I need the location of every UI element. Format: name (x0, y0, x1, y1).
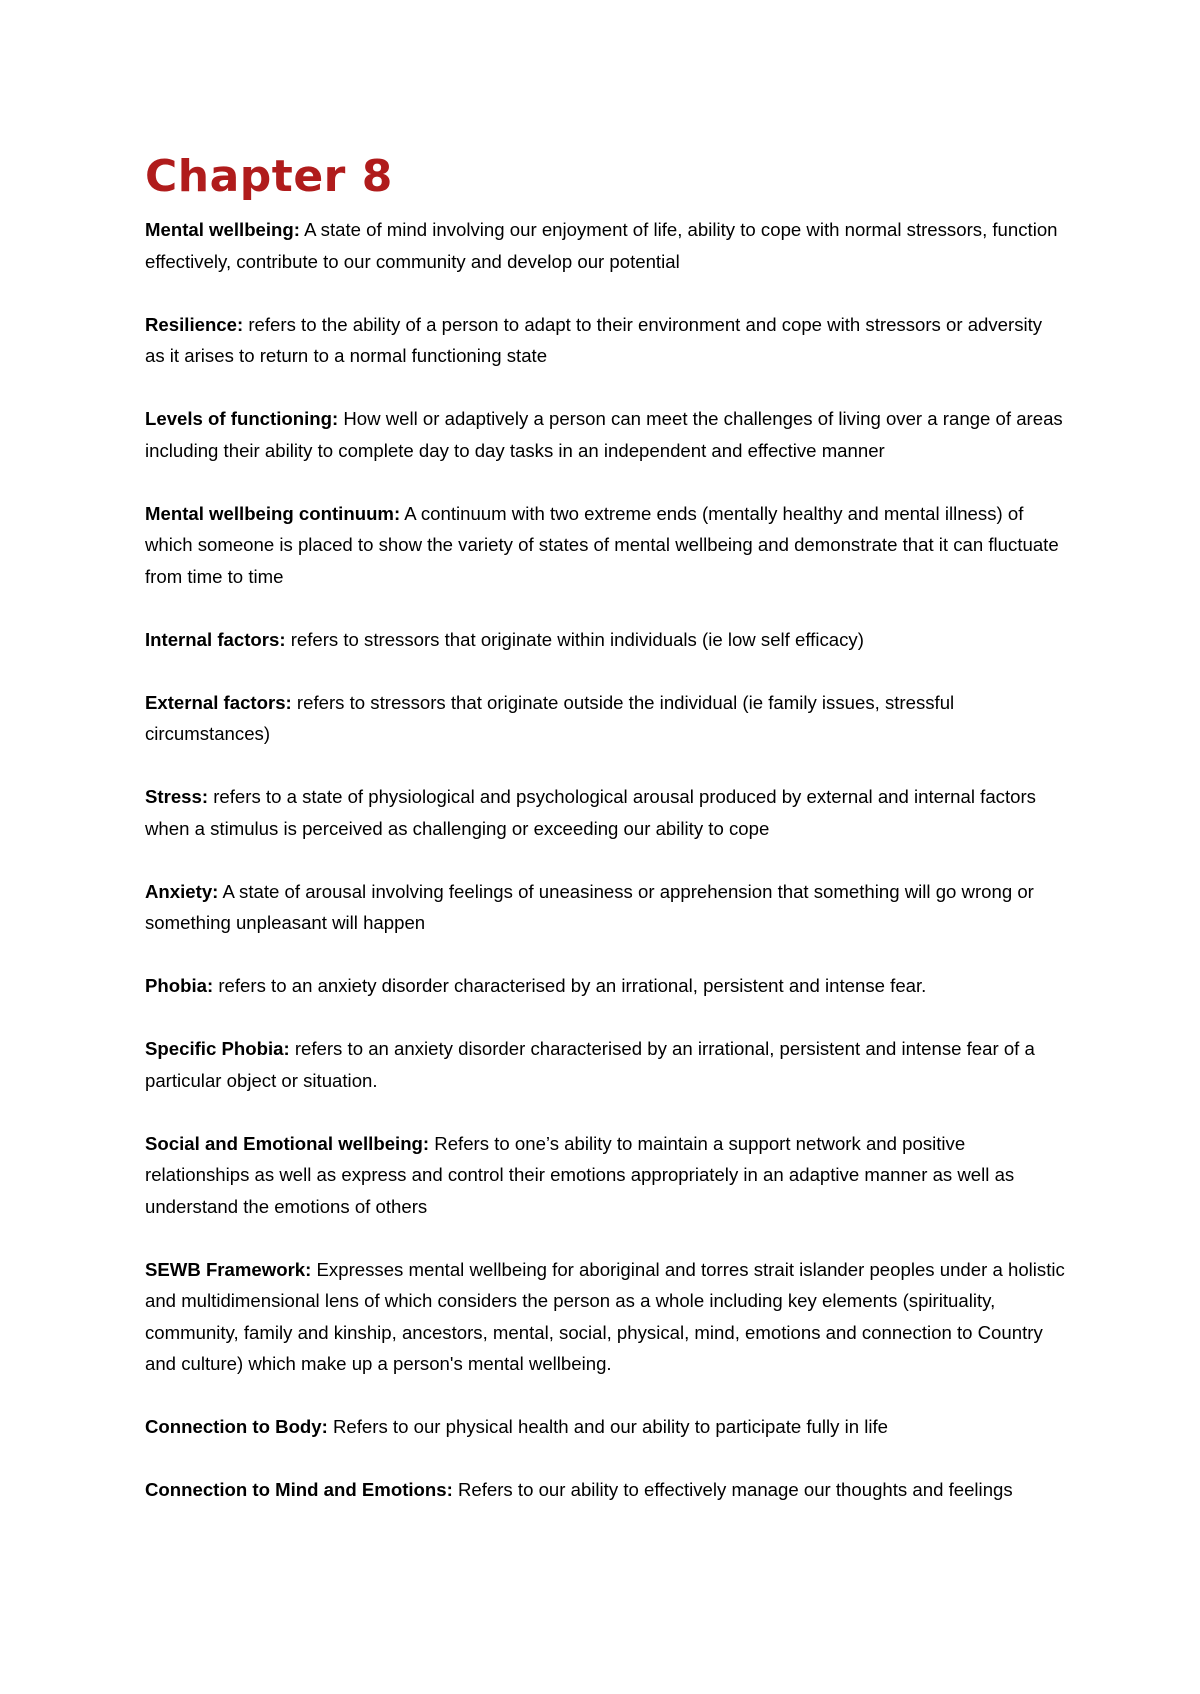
definition-item (145, 1254, 1065, 1380)
definition-term: Phobia: (145, 975, 214, 996)
definition-text: A continuum with two extreme ends (mentally healthy and mental illness) of which someone is placed to show the variety of states of mental wellbeing and demonstrate that it can fluctuate from time to time (145, 502, 1059, 587)
definition-text: A state of mind involving our enjoyment of life, ability to cope with normal stressors, function effectively, contribute to our community and develop our potential (145, 219, 1058, 272)
definition-term: Anxiety: (145, 880, 219, 902)
definition-text: Refers to one’s ability to maintain a support network and positive relationships as well as express and control their emotions appropriately in an adaptive manner as well as understand the emotions of others (145, 1132, 1015, 1217)
definition-item (145, 781, 1065, 844)
definition-item (145, 498, 1065, 593)
definition-term: Connection to Mind and Emotions: (145, 1479, 453, 1500)
definition-term: SEWB Framework: (145, 1258, 312, 1280)
definition-item (145, 403, 1065, 466)
definition-text: How well or adaptively a person can meet the challenges of living over a range of areas including their ability to complete day to day tasks in an independent and effective manner (145, 408, 1063, 461)
definition-text: Refers to our physical health and our ability to participate fully in life (333, 1416, 889, 1437)
definition-term: Stress: (145, 786, 209, 807)
document-page (145, 150, 1065, 1537)
definition-item (145, 970, 1065, 1002)
definition-text: refers to an anxiety disorder characterised by an irrational, persistent and intense fear of a particular object or situation. (145, 1038, 1035, 1091)
definition-item (145, 624, 1065, 656)
definition-term: Mental wellbeing continuum: (145, 502, 401, 524)
definition-item (145, 214, 1065, 277)
definition-text: refers to the ability of a person to adapt to their environment and cope with stressors or adversity as it arises to return to a normal functioning state (145, 313, 1043, 366)
definition-term: Mental wellbeing: (145, 219, 300, 240)
definition-term: Internal factors: (145, 628, 286, 650)
definition-item (145, 309, 1065, 372)
definition-list (145, 214, 1065, 1506)
definition-term: Resilience: (145, 313, 244, 335)
definition-term: Levels of functioning: (145, 408, 339, 429)
definition-item (145, 1128, 1065, 1223)
definition-term: Social and Emotional wellbeing: (145, 1132, 430, 1154)
definition-text: Refers to our ability to effectively manage our thoughts and feelings (457, 1479, 1013, 1500)
definition-term: Connection to Body: (145, 1416, 328, 1437)
definition-item (145, 1474, 1065, 1506)
chapter-title: Chapter 8 (145, 151, 393, 202)
definition-item (145, 687, 1065, 750)
definition-term: Specific Phobia: (145, 1038, 290, 1059)
definition-text: A state of arousal involving feelings of uneasiness or apprehension that something will go wrong or something unpleasant will happen (145, 880, 1034, 933)
definition-item (145, 1411, 1065, 1443)
definition-item (145, 876, 1065, 939)
definition-text: refers to a state of physiological and psychological arousal produced by external and internal factors when a stimulus is perceived as challenging or exceeding our ability to cope (145, 786, 1036, 839)
definition-text: refers to stressors that originate within individuals (ie low self efficacy) (290, 628, 864, 650)
definition-text: refers to stressors that originate outside the individual (ie family issues, stressful circumstances) (145, 691, 955, 744)
definition-term: External factors: (145, 691, 292, 713)
definition-item (145, 1033, 1065, 1096)
definition-text: Expresses mental wellbeing for aboriginal and torres strait islander peoples under a holistic and multidimensional lens of which considers the person as a whole including key elements (spirituality, community, family and kinship, ancestors, mental, social, physical, mind, emotions and connection to Country and culture) which make up a person's mental wellbeing. (145, 1258, 1065, 1374)
definition-text: refers to an anxiety disorder characterised by an irrational, persistent and intense fear. (218, 975, 927, 996)
